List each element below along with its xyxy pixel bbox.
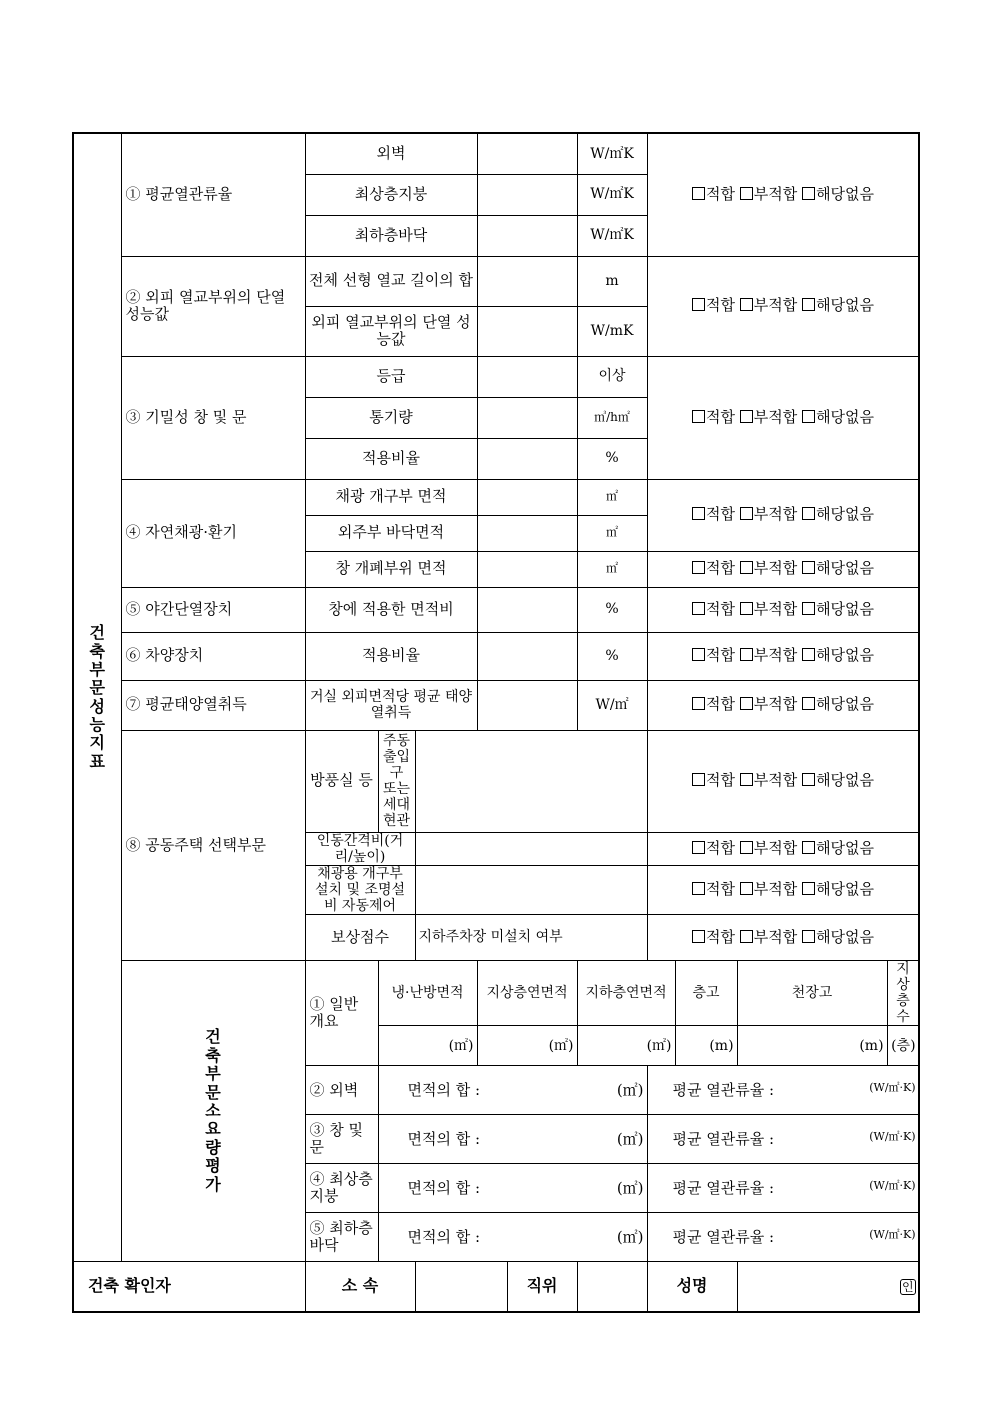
position-field[interactable] bbox=[577, 1262, 647, 1312]
overview-value-field[interactable]: (층) bbox=[887, 1026, 919, 1066]
check-group[interactable]: 적합 부적합 해당없음 bbox=[647, 551, 919, 587]
value-field[interactable] bbox=[477, 479, 577, 515]
overview-value-field[interactable]: (m) bbox=[675, 1026, 737, 1066]
row-label: 창 개폐부위 면적 bbox=[305, 551, 477, 587]
value-field[interactable] bbox=[477, 215, 577, 256]
checkbox-icon[interactable] bbox=[802, 841, 815, 854]
unit-label: W/㎡K bbox=[577, 133, 647, 174]
check-group[interactable]: 적합 부적합 해당없음 bbox=[647, 865, 919, 914]
value-field[interactable] bbox=[415, 730, 647, 832]
checkbox-icon[interactable] bbox=[740, 697, 753, 710]
row-label: 인동간격비(거리/높이) bbox=[305, 832, 415, 865]
item-title: ① 평균열관류율 bbox=[121, 133, 305, 256]
position-label: 직위 bbox=[507, 1262, 577, 1312]
column-header: 지상층수 bbox=[887, 960, 919, 1025]
unit-label: W/㎡K bbox=[577, 174, 647, 215]
unit-label: % bbox=[577, 587, 647, 632]
row-label: 외벽 bbox=[305, 133, 477, 174]
item-title: ④ 최상층지붕 bbox=[305, 1164, 378, 1213]
checkbox-icon[interactable] bbox=[802, 187, 815, 200]
checkbox-icon[interactable] bbox=[692, 187, 705, 200]
checkbox-icon[interactable] bbox=[692, 773, 705, 786]
checkbox-icon[interactable] bbox=[740, 507, 753, 520]
row-label: 창에 적용한 면적비 bbox=[305, 587, 477, 632]
item-title: ② 외피 열교부위의 단열 성능값 bbox=[121, 256, 305, 356]
value-field[interactable] bbox=[477, 306, 577, 356]
unit-label: ㎡ bbox=[577, 515, 647, 551]
row-sublabel: 지하주차장 미설치 여부 bbox=[415, 914, 647, 960]
overview-value-field[interactable]: (㎡) bbox=[577, 1026, 675, 1066]
unit-label: % bbox=[577, 632, 647, 680]
check-group[interactable]: 적합 부적합 해당없음 bbox=[647, 256, 919, 356]
value-field[interactable] bbox=[415, 832, 647, 865]
row-label: 보상점수 bbox=[305, 914, 415, 960]
checkbox-icon[interactable] bbox=[802, 697, 815, 710]
item-title: ② 외벽 bbox=[305, 1066, 378, 1115]
unit-label: % bbox=[577, 438, 647, 479]
column-header: 층고 bbox=[675, 960, 737, 1025]
checkbox-icon[interactable] bbox=[802, 773, 815, 786]
checkbox-icon[interactable] bbox=[802, 507, 815, 520]
u-value-field[interactable]: 평균 열관류율 : (W/㎡·K) bbox=[647, 1115, 919, 1164]
checkbox-icon[interactable] bbox=[692, 930, 705, 943]
value-field[interactable] bbox=[477, 133, 577, 174]
row-label: 방풍실 등 bbox=[305, 730, 378, 832]
overview-value-field[interactable]: (㎡) bbox=[477, 1026, 577, 1066]
value-field[interactable] bbox=[477, 587, 577, 632]
item-title: ⑤ 최하층바닥 bbox=[305, 1213, 378, 1262]
row-label: 통기량 bbox=[305, 397, 477, 438]
row-label: 외주부 바닥면적 bbox=[305, 515, 477, 551]
checkbox-icon[interactable] bbox=[740, 602, 753, 615]
u-value-field[interactable]: 평균 열관류율 : (W/㎡·K) bbox=[647, 1213, 919, 1262]
value-field[interactable] bbox=[477, 515, 577, 551]
checkbox-icon[interactable] bbox=[802, 298, 815, 311]
checkbox-icon[interactable] bbox=[802, 410, 815, 423]
item-title: ⑥ 차양장치 bbox=[121, 632, 305, 680]
checkbox-icon[interactable] bbox=[692, 410, 705, 423]
checkbox-icon[interactable] bbox=[802, 602, 815, 615]
row-label: 채광 개구부 면적 bbox=[305, 479, 477, 515]
checkbox-icon[interactable] bbox=[692, 841, 705, 854]
value-field[interactable] bbox=[477, 174, 577, 215]
confirm-label: 건축 확인자 bbox=[73, 1262, 305, 1312]
row-label: 거실 외피면적당 평균 태양열취득 bbox=[305, 680, 477, 730]
value-field[interactable] bbox=[477, 680, 577, 730]
value-field[interactable] bbox=[477, 356, 577, 397]
checkbox-icon[interactable] bbox=[692, 561, 705, 574]
area-sum-field[interactable]: 면적의 합 : (㎡) bbox=[378, 1164, 647, 1213]
column-header: 지하층연면적 bbox=[577, 960, 675, 1025]
checkbox-icon[interactable] bbox=[740, 648, 753, 661]
row-label: 전체 선형 열교 길이의 합 bbox=[305, 256, 477, 306]
item-title: ④ 자연채광·환기 bbox=[121, 479, 305, 587]
value-field[interactable] bbox=[477, 632, 577, 680]
item-title: ③ 기밀성 창 및 문 bbox=[121, 356, 305, 479]
check-group[interactable]: 적합 부적합 해당없음 bbox=[647, 133, 919, 256]
check-group[interactable]: 적합 부적합 해당없음 bbox=[647, 356, 919, 479]
check-group[interactable]: 적합 부적합 해당없음 bbox=[647, 632, 919, 680]
affiliation-label: 소 속 bbox=[305, 1262, 415, 1312]
value-field[interactable] bbox=[477, 551, 577, 587]
check-group[interactable]: 적합 부적합 해당없음 bbox=[647, 680, 919, 730]
row-label: 외피 열교부위의 단열 성능값 bbox=[305, 306, 477, 356]
check-group[interactable]: 적합 부적합 해당없음 bbox=[647, 914, 919, 960]
checkbox-icon[interactable] bbox=[692, 697, 705, 710]
overview-value-field[interactable]: (m) bbox=[737, 1026, 887, 1066]
check-group[interactable]: 적합 부적합 해당없음 bbox=[647, 730, 919, 832]
energy-performance-form bbox=[72, 132, 920, 1313]
checkbox-icon[interactable] bbox=[740, 187, 753, 200]
area-sum-field[interactable]: 면적의 합 : (㎡) bbox=[378, 1066, 647, 1115]
unit-label: W/㎡K bbox=[577, 215, 647, 256]
value-field[interactable] bbox=[477, 397, 577, 438]
checkbox-icon[interactable] bbox=[802, 882, 815, 895]
row-label: 채광용 개구부 설치 및 조명설비 자동제어 bbox=[305, 865, 415, 914]
unit-label: W/mK bbox=[577, 306, 647, 356]
checkbox-icon[interactable] bbox=[740, 841, 753, 854]
check-group[interactable]: 적합 부적합 해당없음 bbox=[647, 479, 919, 551]
checkbox-icon[interactable] bbox=[692, 602, 705, 615]
item-title: ① 일반 개요 bbox=[305, 960, 378, 1065]
area-sum-field[interactable]: 면적의 합 : (㎡) bbox=[378, 1213, 647, 1262]
row-label: 적용비율 bbox=[305, 632, 477, 680]
item-title: ⑧ 공동주택 선택부문 bbox=[121, 730, 305, 960]
checkbox-icon[interactable] bbox=[802, 930, 815, 943]
seal-mark: 인 bbox=[901, 1279, 914, 1294]
check-group[interactable]: 적합 부적합 해당없음 bbox=[647, 587, 919, 632]
row-label: 최상층지붕 bbox=[305, 174, 477, 215]
name-label: 성명 bbox=[647, 1262, 737, 1312]
checkbox-icon[interactable] bbox=[740, 561, 753, 574]
row-label: 적용비율 bbox=[305, 438, 477, 479]
value-field[interactable] bbox=[415, 865, 647, 914]
overview-value-field[interactable]: (㎡) bbox=[378, 1026, 477, 1066]
name-field[interactable] bbox=[737, 1262, 919, 1312]
checkbox-icon[interactable] bbox=[692, 648, 705, 661]
checkbox-icon[interactable] bbox=[740, 882, 753, 895]
checkbox-icon[interactable] bbox=[740, 410, 753, 423]
checkbox-icon[interactable] bbox=[692, 507, 705, 520]
performance-section-label: 건 축 부 문 성 능 지 표 bbox=[73, 133, 121, 1262]
checkbox-icon[interactable] bbox=[802, 561, 815, 574]
item-title: ⑦ 평균태양열취득 bbox=[121, 680, 305, 730]
u-value-field[interactable]: 평균 열관류율 : (W/㎡·K) bbox=[647, 1066, 919, 1115]
column-header: 천장고 bbox=[737, 960, 887, 1025]
check-group[interactable]: 적합 부적합 해당없음 bbox=[647, 832, 919, 865]
checkbox-icon[interactable] bbox=[740, 773, 753, 786]
unit-label: W/㎡ bbox=[577, 680, 647, 730]
value-field[interactable] bbox=[477, 256, 577, 306]
unit-label: ㎥/h㎡ bbox=[577, 397, 647, 438]
row-sublabel: 주동 출입구 또는 세대현관 bbox=[378, 730, 415, 832]
unit-label: m bbox=[577, 256, 647, 306]
checkbox-icon[interactable] bbox=[692, 298, 705, 311]
affiliation-field[interactable] bbox=[415, 1262, 507, 1312]
checkbox-icon[interactable] bbox=[740, 298, 753, 311]
checkbox-icon[interactable] bbox=[740, 930, 753, 943]
value-field[interactable] bbox=[477, 438, 577, 479]
unit-label: ㎡ bbox=[577, 551, 647, 587]
area-sum-field[interactable]: 면적의 합 : (㎡) bbox=[378, 1115, 647, 1164]
unit-label: ㎡ bbox=[577, 479, 647, 515]
row-label: 최하층바닥 bbox=[305, 215, 477, 256]
requirement-section-label: 건 축 부 문 소 요 량 평 가 bbox=[121, 960, 305, 1261]
unit-label: 이상 bbox=[577, 356, 647, 397]
column-header: 냉·난방면적 bbox=[378, 960, 477, 1025]
item-title: ⑤ 야간단열장치 bbox=[121, 587, 305, 632]
row-label: 등급 bbox=[305, 356, 477, 397]
item-title: ③ 창 및 문 bbox=[305, 1115, 378, 1164]
checkbox-icon[interactable] bbox=[802, 648, 815, 661]
checkbox-icon[interactable] bbox=[692, 882, 705, 895]
column-header: 지상층연면적 bbox=[477, 960, 577, 1025]
u-value-field[interactable]: 평균 열관류율 : (W/㎡·K) bbox=[647, 1164, 919, 1213]
